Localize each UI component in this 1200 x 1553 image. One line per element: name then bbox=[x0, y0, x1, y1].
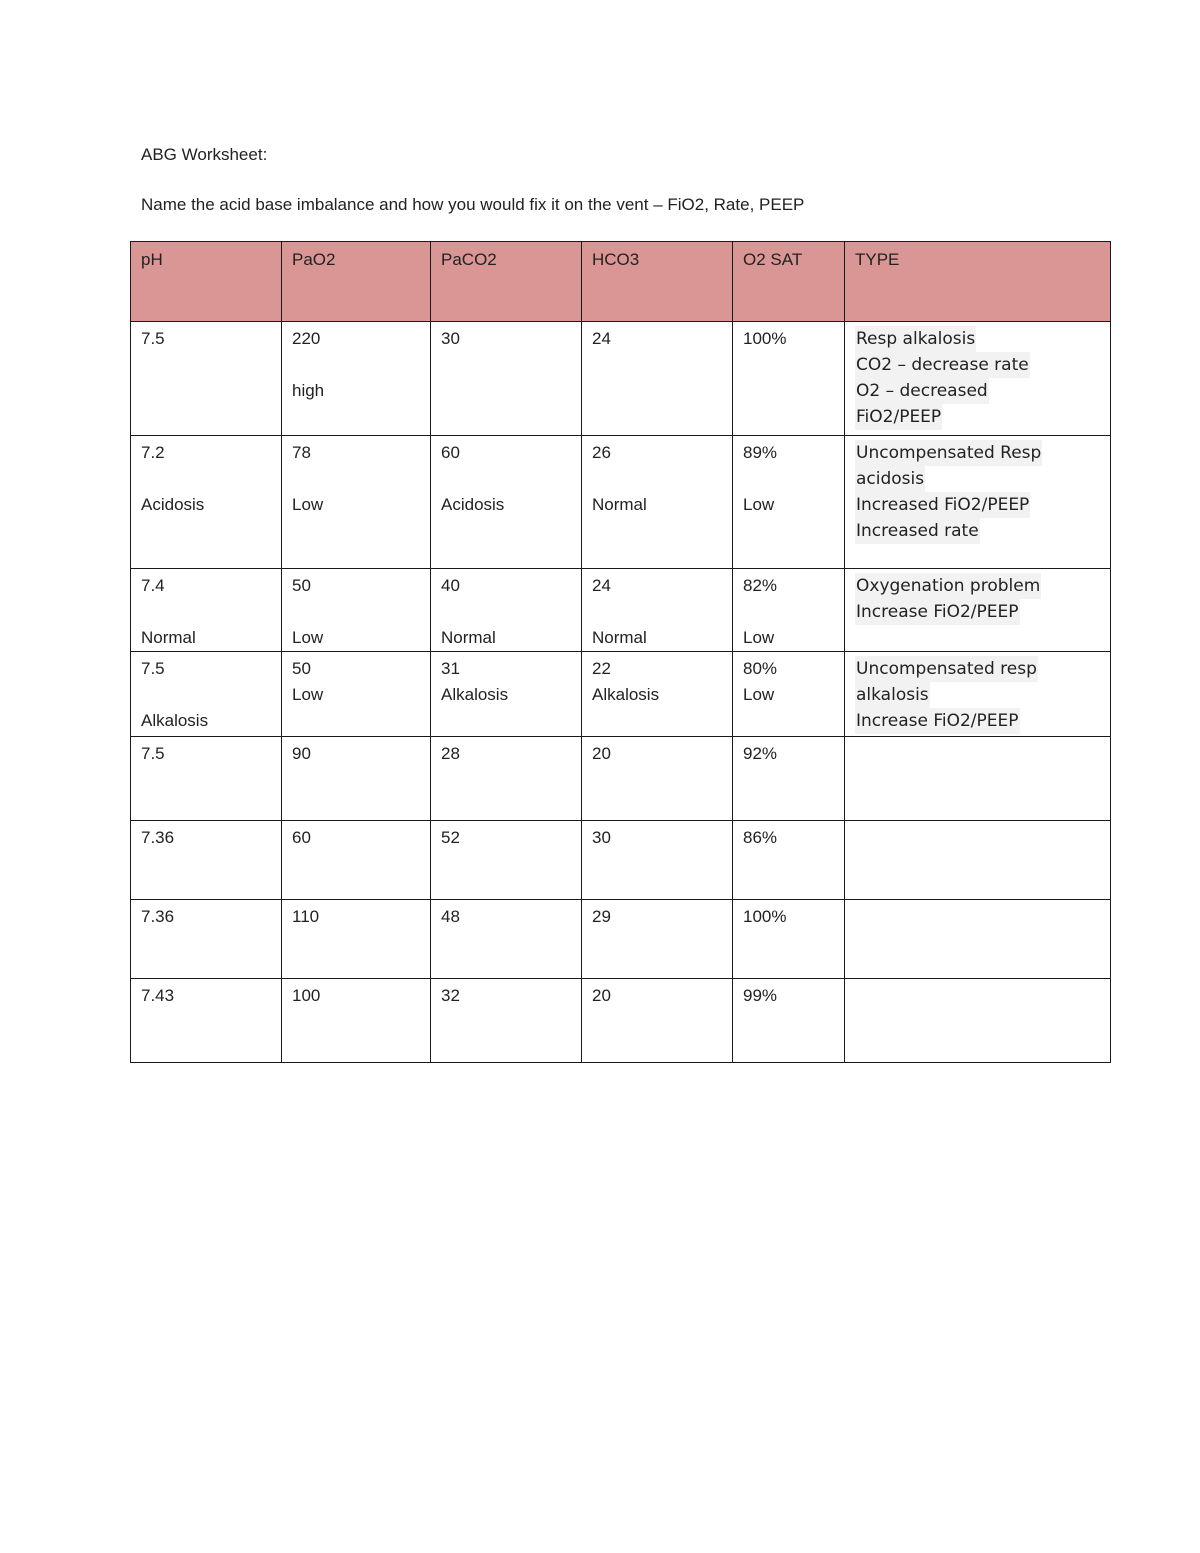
cell-value: 99% bbox=[743, 986, 778, 1005]
cell-value: 100% bbox=[743, 907, 787, 926]
cell-hco3 bbox=[582, 569, 733, 652]
cell-status: Normal bbox=[141, 628, 196, 647]
table-row bbox=[131, 652, 1111, 737]
cell-o2sat bbox=[733, 652, 845, 737]
answer-cell[interactable] bbox=[845, 652, 1111, 737]
cell-value: 7.36 bbox=[141, 907, 175, 926]
cell-pao2 bbox=[282, 979, 431, 1063]
cell-value: 48 bbox=[441, 907, 460, 926]
cell-value: 80% bbox=[743, 659, 778, 678]
cell-pao2 bbox=[282, 737, 431, 821]
cell-value: 50 bbox=[292, 576, 311, 595]
cell-o2sat bbox=[733, 737, 845, 821]
cell-value: 20 bbox=[592, 744, 611, 763]
answer-cell[interactable] bbox=[845, 979, 1111, 1063]
cell-status: Low bbox=[292, 685, 324, 704]
answer-cell[interactable] bbox=[845, 436, 1111, 569]
cell-status: Normal bbox=[592, 495, 647, 514]
cell-value: 40 bbox=[441, 576, 460, 595]
cell-status: Acidosis bbox=[441, 495, 505, 514]
cell-value: 220 bbox=[292, 329, 321, 348]
cell-value: 82% bbox=[743, 576, 778, 595]
answer-line: Oxygenation problem bbox=[855, 573, 1041, 599]
header-type: TYPE bbox=[845, 242, 1111, 322]
cell-o2sat bbox=[733, 436, 845, 569]
cell-paco2 bbox=[431, 821, 582, 900]
cell-value: 7.5 bbox=[141, 659, 165, 678]
answer-cell[interactable] bbox=[845, 569, 1111, 652]
cell-value: 52 bbox=[441, 828, 460, 847]
cell-value: 20 bbox=[592, 986, 611, 1005]
cell-value: 29 bbox=[592, 907, 611, 926]
cell-paco2 bbox=[431, 322, 582, 436]
answer-line: Resp alkalosis bbox=[855, 326, 976, 352]
answer-line: CO2 – decrease rate bbox=[855, 352, 1030, 378]
cell-status: Alkalosis bbox=[441, 685, 509, 704]
cell-paco2 bbox=[431, 900, 582, 979]
table-row bbox=[131, 569, 1111, 652]
cell-value: 31 bbox=[441, 659, 460, 678]
cell-value: 28 bbox=[441, 744, 460, 763]
cell-value: 92% bbox=[743, 744, 778, 763]
table-row bbox=[131, 436, 1111, 569]
cell-value: 30 bbox=[441, 329, 460, 348]
cell-ph bbox=[131, 436, 282, 569]
cell-status: Acidosis bbox=[141, 495, 205, 514]
answer-line: Increased FiO2/PEEP bbox=[855, 492, 1030, 518]
cell-value: 100 bbox=[292, 986, 321, 1005]
cell-value: 50 bbox=[292, 659, 311, 678]
cell-value: 100% bbox=[743, 329, 787, 348]
cell-value: 7.43 bbox=[141, 986, 175, 1005]
table-row bbox=[131, 979, 1111, 1063]
cell-o2sat bbox=[733, 322, 845, 436]
cell-o2sat bbox=[733, 979, 845, 1063]
cell-ph bbox=[131, 322, 282, 436]
cell-status: Low bbox=[743, 495, 775, 514]
cell-value: 24 bbox=[592, 329, 611, 348]
cell-pao2 bbox=[282, 652, 431, 737]
answer-line: Increase FiO2/PEEP bbox=[855, 599, 1020, 625]
answer-line: Uncompensated Resp bbox=[855, 440, 1042, 466]
cell-value: 7.5 bbox=[141, 329, 165, 348]
cell-value: 22 bbox=[592, 659, 611, 678]
cell-paco2 bbox=[431, 652, 582, 737]
cell-status: Normal bbox=[592, 628, 647, 647]
cell-ph bbox=[131, 737, 282, 821]
table-row bbox=[131, 821, 1111, 900]
header-pao2: PaO2 bbox=[282, 242, 431, 322]
cell-status: Low bbox=[292, 628, 324, 647]
table-row bbox=[131, 900, 1111, 979]
cell-paco2 bbox=[431, 569, 582, 652]
cell-pao2 bbox=[282, 821, 431, 900]
cell-pao2 bbox=[282, 900, 431, 979]
answer-line: Uncompensated resp bbox=[855, 656, 1038, 682]
worksheet-instructions: Name the acid base imbalance and how you would fix it on the vent – FiO2, Rate, PEEP bbox=[141, 195, 805, 214]
cell-status: Alkalosis bbox=[592, 685, 660, 704]
answer-line: alkalosis bbox=[855, 682, 930, 708]
cell-ph bbox=[131, 900, 282, 979]
cell-status: high bbox=[292, 381, 325, 400]
answer-line: acidosis bbox=[855, 466, 925, 492]
cell-o2sat bbox=[733, 821, 845, 900]
cell-pao2 bbox=[282, 569, 431, 652]
cell-hco3 bbox=[582, 652, 733, 737]
cell-o2sat bbox=[733, 569, 845, 652]
cell-value: 110 bbox=[292, 907, 320, 926]
cell-hco3 bbox=[582, 737, 733, 821]
table-row bbox=[131, 322, 1111, 436]
cell-hco3 bbox=[582, 900, 733, 979]
cell-value: 26 bbox=[592, 443, 611, 462]
answer-cell[interactable] bbox=[845, 322, 1111, 436]
cell-status: Low bbox=[743, 685, 775, 704]
cell-paco2 bbox=[431, 737, 582, 821]
cell-value: 7.2 bbox=[141, 443, 165, 462]
answer-line: FiO2/PEEP bbox=[855, 404, 942, 430]
cell-value: 7.4 bbox=[141, 576, 165, 595]
header-o2sat: O2 SAT bbox=[733, 242, 845, 322]
cell-paco2 bbox=[431, 979, 582, 1063]
cell-ph bbox=[131, 821, 282, 900]
worksheet-title: ABG Worksheet: bbox=[141, 145, 268, 164]
answer-cell[interactable] bbox=[845, 821, 1111, 900]
cell-value: 24 bbox=[592, 576, 611, 595]
cell-value: 7.5 bbox=[141, 744, 165, 763]
header-hco3: HCO3 bbox=[582, 242, 733, 322]
cell-value: 90 bbox=[292, 744, 311, 763]
cell-ph bbox=[131, 569, 282, 652]
answer-cell[interactable] bbox=[845, 737, 1111, 821]
cell-value: 86% bbox=[743, 828, 778, 847]
cell-value: 78 bbox=[292, 443, 311, 462]
cell-pao2 bbox=[282, 322, 431, 436]
table-header-row bbox=[131, 242, 1111, 322]
cell-paco2 bbox=[431, 436, 582, 569]
cell-value: 60 bbox=[292, 828, 311, 847]
cell-status: Normal bbox=[441, 628, 496, 647]
cell-status: Low bbox=[292, 495, 324, 514]
cell-hco3 bbox=[582, 821, 733, 900]
cell-o2sat bbox=[733, 900, 845, 979]
header-ph: pH bbox=[131, 242, 282, 322]
abg-table bbox=[130, 241, 1111, 1063]
answer-line: O2 – decreased bbox=[855, 378, 989, 404]
cell-value: 89% bbox=[743, 443, 778, 462]
cell-hco3 bbox=[582, 436, 733, 569]
header-paco2: PaCO2 bbox=[431, 242, 582, 322]
cell-status: Alkalosis bbox=[141, 711, 209, 730]
answer-cell[interactable] bbox=[845, 900, 1111, 979]
cell-value: 30 bbox=[592, 828, 611, 847]
cell-status: Low bbox=[743, 628, 775, 647]
cell-ph bbox=[131, 652, 282, 737]
cell-value: 32 bbox=[441, 986, 460, 1005]
answer-line: Increase FiO2/PEEP bbox=[855, 708, 1020, 734]
cell-ph bbox=[131, 979, 282, 1063]
cell-value: 60 bbox=[441, 443, 460, 462]
cell-hco3 bbox=[582, 979, 733, 1063]
cell-pao2 bbox=[282, 436, 431, 569]
cell-value: 7.36 bbox=[141, 828, 175, 847]
cell-hco3 bbox=[582, 322, 733, 436]
table-row bbox=[131, 737, 1111, 821]
answer-line: Increased rate bbox=[855, 518, 980, 544]
